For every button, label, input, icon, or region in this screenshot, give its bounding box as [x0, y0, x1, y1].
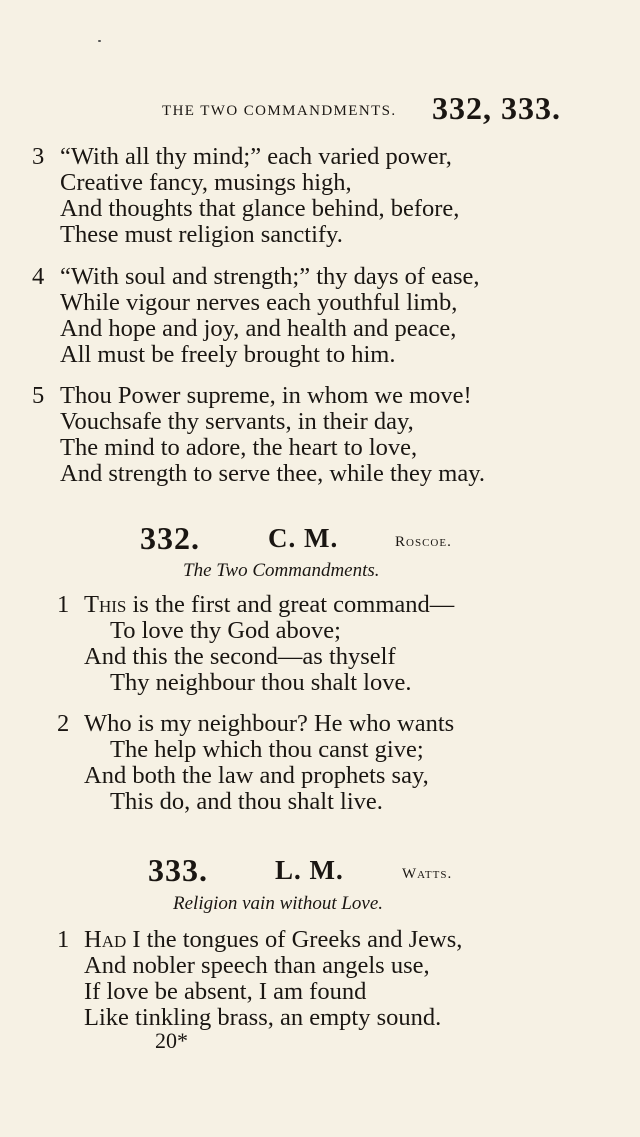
hymn-author: Watts.	[402, 866, 453, 882]
stanza-number: 4	[32, 263, 45, 290]
hymn-333-subtitle: Religion vain without Love.	[173, 893, 384, 914]
verse-line: And both the law and prophets say,	[84, 762, 429, 789]
hymn-333-header	[0, 852, 640, 892]
verse-line: This do, and thou shalt live.	[110, 788, 383, 815]
hymn-meter: L. M.	[275, 855, 344, 885]
verse-line: And nobler speech than angels use,	[84, 952, 430, 979]
running-head	[0, 90, 640, 130]
verse-line: And this the second—as thyself	[84, 643, 396, 670]
verse-line: The help which thou canst give;	[110, 736, 424, 763]
ink-speck	[98, 40, 101, 42]
hymn-332-header	[0, 520, 640, 560]
verse-line: The mind to adore, the heart to love,	[60, 434, 418, 461]
small-caps-opening: This	[84, 591, 127, 618]
verse-line: Thy neighbour thou shalt love.	[110, 669, 412, 696]
running-head-hymn-numbers: 332, 333.	[432, 90, 561, 126]
stanza-number: 1	[57, 926, 70, 953]
stanza-number: 1	[57, 591, 70, 618]
small-caps-opening: Had	[84, 926, 127, 953]
stanza-number: 5	[32, 382, 45, 409]
hymn-meter: C. M.	[268, 523, 339, 553]
signature-mark: 20*	[155, 1028, 188, 1053]
hymn-author: Roscoe.	[395, 534, 452, 550]
hymn-number: 333.	[148, 852, 208, 888]
verse-line-rest: I the tongues of Greeks and Jews,	[126, 926, 463, 953]
running-head-title: THE TWO COMMANDMENTS.	[162, 103, 397, 119]
verse-line-rest: is the first and great command—	[126, 591, 455, 618]
verse-line-first	[84, 928, 462, 953]
verse-line: Creative fancy, musings high,	[60, 169, 352, 196]
verse-line: Thou Power supreme, in whom we move!	[60, 382, 472, 409]
verse-line: Vouchsafe thy servants, in their day,	[60, 408, 414, 435]
verse-line: Like tinkling brass, an empty sound.	[84, 1004, 442, 1031]
verse-line: To love thy God above;	[110, 617, 341, 644]
verse-line: These must religion sanctify.	[60, 221, 343, 248]
stanza-number: 3	[32, 143, 45, 170]
hymn-number: 332.	[140, 520, 200, 556]
verse-line: If love be absent, I am found	[84, 978, 367, 1005]
verse-line: “With all thy mind;” each varied power,	[60, 143, 452, 170]
verse-line: All must be freely brought to him.	[60, 341, 396, 368]
verse-line: “With soul and strength;” thy days of ease,	[60, 263, 480, 290]
verse-line: And strength to serve thee, while they may.	[60, 460, 486, 487]
verse-line: Who is my neighbour? He who wants	[84, 710, 455, 737]
stanza-number: 2	[57, 710, 70, 737]
hymn-332-subtitle: The Two Commandments.	[183, 560, 380, 581]
verse-line: And hope and joy, and health and peace,	[60, 315, 457, 342]
verse-line: While vigour nerves each youthful limb,	[60, 289, 458, 316]
verse-line-first	[84, 593, 454, 618]
verse-line: And thoughts that glance behind, before,	[60, 195, 460, 222]
